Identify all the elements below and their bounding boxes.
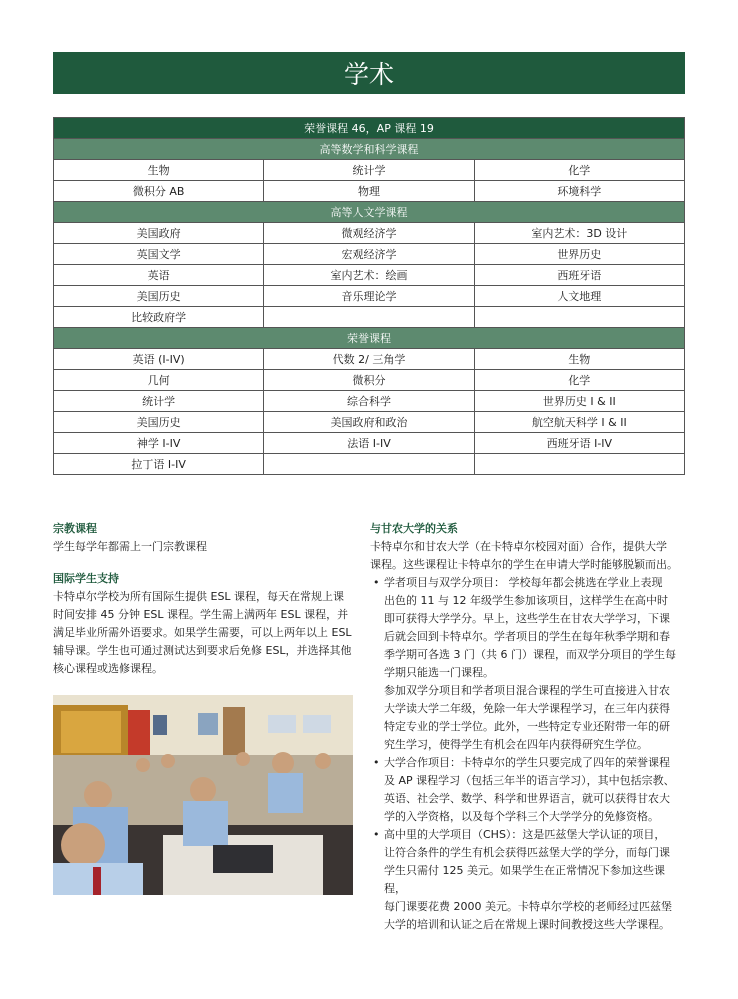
table-row [54, 285, 684, 306]
table-cell: 化学 [474, 160, 684, 180]
table-cell: 生物 [474, 349, 684, 369]
table-cell [263, 307, 473, 327]
table-cell: 航空航天科学 I & II [474, 412, 684, 432]
table-cell: 美国政府 [136, 227, 181, 240]
text-line: 学生只需付 125 美元。如果学生在正常情况下参加这些课程， [384, 864, 665, 895]
table-cell: 英国文学 [136, 248, 181, 261]
table-cell: 生物 [147, 164, 170, 177]
table-row [54, 411, 684, 432]
table-cell: 微观经济学 [263, 223, 473, 243]
table-row [54, 453, 684, 474]
table-cell: 世界历史 I & II [474, 391, 684, 411]
table-cell: 几何 [147, 374, 170, 387]
list-item [384, 754, 686, 826]
table-cell: 室内艺术：绘画 [263, 265, 473, 285]
table-cell: 人文地理 [474, 286, 684, 306]
religion-text [53, 538, 355, 556]
text-line: 出色的 11 与 12 年级学生参加该项目，这样学生在高中时 [384, 594, 668, 607]
right-column [370, 520, 686, 934]
text-line: 参加双学分项目和学者项目混合课程的学生可直接进入甘农 [384, 684, 670, 697]
text-line: • 学者项目与双学分项目： 学校每年都会挑选在学业上表现 [384, 576, 663, 589]
table-cell: 微积分 AB [132, 185, 185, 198]
section-label: 荣誉课程 46，AP 课程 19 [304, 122, 434, 135]
table-cell: 英语 [147, 269, 170, 282]
table-cell: 美国历史 [136, 416, 181, 429]
text-line: 后就会回到卡特卓尔。学者项目的学生在每年秋季学期和春 [384, 630, 670, 643]
table-cell [263, 454, 473, 474]
table-cell: 代数 2/ 三角学 [263, 349, 473, 369]
table-cell: 神学 I-IV [136, 437, 181, 450]
text-line: • 大学合作项目：卡特卓尔的学生只要完成了四年的荣誉课程 [384, 756, 670, 769]
text-line: • 高中里的大学项目（CHS）：这是匹兹堡大学认证的项目， [384, 828, 666, 841]
text-line: 核心课程或选修课程。 [53, 662, 163, 675]
table-row [54, 264, 684, 285]
table-row [54, 348, 684, 369]
table-row [54, 390, 684, 411]
text-line: 即可获得大学学分。早上，这些学生在甘农大学学习，下课 [384, 612, 670, 625]
text-line: 课程。这些课程让卡特卓尔的学生在申请大学时能够脱颖而出。 [370, 558, 678, 571]
table-cell: 统计学 [263, 160, 473, 180]
text-line: 季学期可各选 3 门（共 6 门）课程，而双学分项目的学生每 [384, 648, 676, 661]
course-table [53, 117, 685, 475]
list-item [384, 826, 686, 934]
text-line: 学期只能选一门课程。 [384, 666, 494, 679]
text-line: 让符合条件的学生有机会获得匹兹堡大学的学分，而每门课 [384, 846, 670, 859]
text-line: 卡特卓尔和甘农大学（在卡特卓尔校园对面）合作，提供大学 [370, 540, 667, 553]
text-line: 学生每学年都需上一门宗教课程 [53, 540, 207, 553]
table-section-header [54, 118, 684, 138]
table-cell: 综合科学 [263, 391, 473, 411]
section-label: 高等人文学课程 [330, 206, 408, 219]
intl-heading: 国际学生支持 [53, 572, 119, 585]
left-column [53, 520, 355, 678]
table-cell: 拉丁语 I-IV [131, 458, 186, 471]
table-cell: 物理 [263, 181, 473, 201]
section-label: 高等数学和科学课程 [319, 143, 419, 156]
table-cell: 环境科学 [474, 181, 684, 201]
page-title: 学术 [53, 52, 685, 94]
table-cell: 统计学 [142, 395, 176, 408]
table-row [54, 306, 684, 327]
table-cell: 美国历史 [136, 290, 181, 303]
table-row [54, 243, 684, 264]
table-cell [474, 307, 684, 327]
table-section-header [54, 327, 684, 348]
table-cell: 化学 [474, 370, 684, 390]
text-line: 满足毕业所需外语要求。如果学生需要，可以上两年以上 ESL [53, 626, 352, 639]
table-cell: 比较政府学 [131, 311, 187, 324]
table-row [54, 369, 684, 390]
gannon-programs [370, 574, 686, 934]
table-cell: 西班牙语 [474, 265, 684, 285]
table-cell: 西班牙语 I-IV [474, 433, 684, 453]
table-cell: 音乐理论学 [263, 286, 473, 306]
section-label: 荣誉课程 [347, 332, 391, 345]
text-line: 大学读大学二年级，免除一年大学课程学习，在三年内获得 [384, 702, 670, 715]
table-section-header [54, 138, 684, 159]
table-row [54, 159, 684, 180]
text-line: 大学的培训和认证之后在常规上课时间教授这些大学课程。 [384, 918, 670, 931]
table-cell: 世界历史 [474, 244, 684, 264]
text-line: 及 AP 课程学习（包括三年半的语言学习），其中包括宗教、 [384, 774, 675, 787]
table-cell: 美国政府和政治 [263, 412, 473, 432]
religion-heading: 宗教课程 [53, 522, 97, 535]
table-section-header [54, 201, 684, 222]
table-cell [474, 454, 684, 474]
text-line: 卡特卓尔学校为所有国际生提供 ESL 课程，每天在常规上课 [53, 590, 345, 603]
table-cell: 室内艺术：3D 设计 [474, 223, 684, 243]
text-line: 特定专业的学士学位。此外，一些特定专业还附带一年的研 [384, 720, 670, 733]
table-cell: 宏观经济学 [263, 244, 473, 264]
text-line: 学的入学资格，以及每个学科三个大学学分的免修资格。 [384, 810, 659, 823]
table-cell: 英语 (I-IV) [132, 353, 185, 366]
text-line: 辅导课。学生也可通过测试达到要求后免修 ESL，并选择其他 [53, 644, 352, 657]
table-row [54, 432, 684, 453]
text-line: 时间安排 45 分钟 ESL 课程。学生需上满两年 ESL 课程，并 [53, 608, 349, 621]
gannon-intro [370, 538, 686, 574]
text-line: 究生学习，使得学生有机会在四年内获得研究生学位。 [384, 738, 648, 751]
classroom-photo [53, 695, 353, 895]
text-line: 每门课要花费 2000 美元。卡特卓尔学校的老师经过匹兹堡 [384, 900, 672, 913]
list-item [384, 574, 686, 754]
text-line: 英语、社会学、数学、科学和世界语言，就可以获得甘农大 [384, 792, 670, 805]
table-row [54, 222, 684, 243]
intl-text [53, 588, 355, 678]
table-row [54, 180, 684, 201]
gannon-heading: 与甘农大学的关系 [370, 522, 458, 535]
table-cell: 微积分 [263, 370, 473, 390]
table-cell: 法语 I-IV [263, 433, 473, 453]
